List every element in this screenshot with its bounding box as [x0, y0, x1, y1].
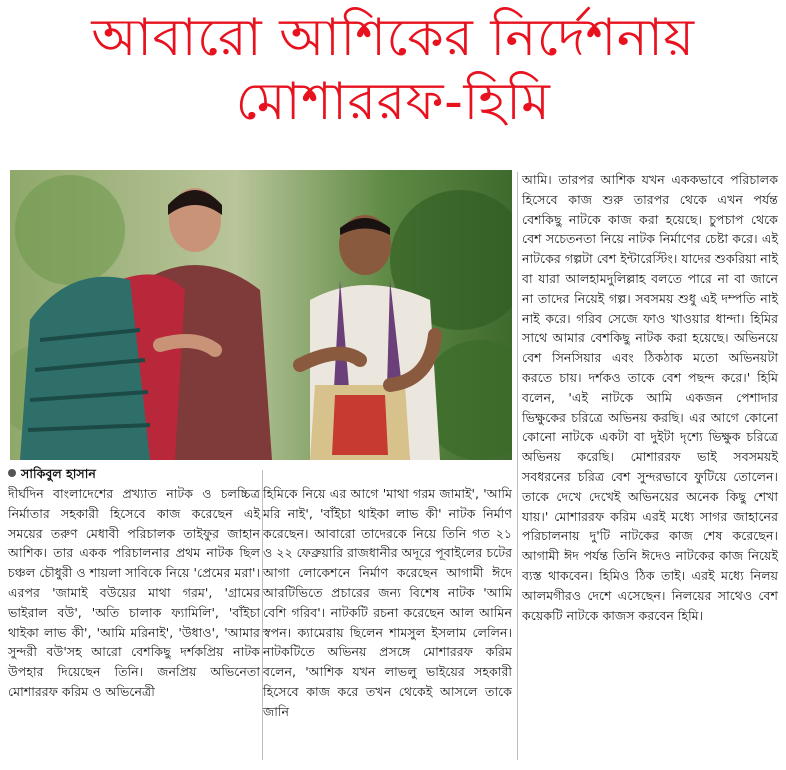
article-column-1 [8, 464, 260, 702]
column-2-text: হিমিকে নিয়ে এর আগে 'মাথা গরম জামাই', 'আমি মরি নাই', 'বাঁইচা থাইকা লাভ কী' নাটক নির্মাণ করেছেন। আবারো তাদেরকে নিয়ে তিনি গত ২১ ও ২২ ফেব্রুয়ারি রাজধানীর অদূরে পূবাইলের চটের আগা লোকেশনে নির্মাণ করেছেন আগামী ঈদে আরটিভিতে প্রচারের জন্য বিশেষ নাটক 'আমি বেশি গরিব'। নাটকটি রচনা করেছেন আল আমিন স্বপন। ক্যামেরায় ছিলেন শামসুল ইসলাম লেলিন। নাটকটিতে অভিনয় প্রসঙ্গে মোশাররফ করিম বলেন, 'আশিক যখন লাভলু ভাইয়ের সহকারী হিসেবে কাজ করে তখন থেকেই আসলে তাকে জানি [263, 486, 512, 719]
column-divider [517, 172, 518, 760]
photo-actors-scene [10, 170, 512, 460]
byline-bullet-icon [8, 469, 16, 477]
article-column-2 [263, 484, 512, 722]
column-3-text: আমি। তারপর আশিক যখন এককভাবে পরিচালক হিসেবে কাজ শুরু তারপর থেকে এখন পর্যন্ত বেশকিছু নাটকে কাজ করা হয়েছে। চুপচাপ থেকে বেশ সচেতনতা নিয়ে নাটক নির্মাণের চেষ্টা করে। এই নাটকের গল্পটা বেশ ইন্টারেস্টিং। যাদের শুকরিয়া নাই বা যারা আলহামদুলিল্লাহ বলতে পারে না বা জানে না তাদের নিয়েই গল্প। সবসময় শুধু এই দম্পতি নাই নাই করে। গরিব সেজে ফাও খাওয়ার ধান্দা। হিমির সাথে আমার বেশকিছু নাটক করা হয়েছে। অভিনয়ে বেশ সিনসিয়ার এবং ঠিকঠাক মতো অভিনয়টা করতে চায়। দর্শকও তাকে বেশ পছন্দ করে।' হিমি বলেন, 'এই নাটকে আমি একজন পেশাদার ভিক্ষুকের চরিত্রে অভিনয় করছি। এর আগে কোনো কোনো নাটকে একটা বা দুইটা দৃশ্যে ভিক্ষুক চরিত্রে অভিনয় করেছি। মোশাররফ ভাই সবসময়ই সবধরনের চরিত্র বেশ সুন্দরভাবে ফুটিয়ে তোলেন। তাকে দেখে দেখেই অভিনয়ের অনেক কিছু শেখা যায়।' মোশাররফ করিম এরই মধ্যে সাগর জাহানের পরিচালনায় দু'টি নাটকের কাজ শেষ করেছেন। আগামী ঈদ পর্যন্ত তিনি ঈদেও নাটকের কাজ নিয়েই ব্যস্ত থাকবেন। হিমিও ঠিক তাই। এরই মধ্যে নিলয় আলমগীরও দেশে এসেছেন। নিলয়ের সাথেও বেশ কয়েকটি নাটকে কাজস করবেন হিমি। [522, 172, 778, 623]
byline-text: সাকিবুল হাসান [21, 466, 96, 481]
headline-line-1: আবারো আশিকের নির্দেশনায় [91, 8, 695, 68]
headline-line-2: মোশাররফ-হিমি [235, 72, 551, 132]
article-column-3 [522, 170, 778, 625]
article-photo [10, 170, 512, 460]
column-1-text: দীর্ঘদিন বাংলাদেশের প্রখ্যাত নাটক ও চলচ্চিত্র নির্মাতার সহকারী হিসেবে কাজ করেছেন এই সময়ের তরুণ মেধাবী পরিচালক তাইফুর জাহান আশিক। তার একক পরিচালনার প্রথম নাটক ছিল চঞ্চল চৌধুরী ও শায়লা সাবিকে নিয়ে 'প্রেমের মরা'। এরপর 'জামাই বউয়ের মাথা গরম', 'গ্রামের ভাইরাল বউ', 'অতি চালাক ফ্যামিলি', 'বাঁইচা থাইকা লাভ কী', 'আমি মরিনাই', 'উধাও', 'আমার সুন্দরী বউ'সহ আরো বেশকিছু দর্শকপ্রিয় নাটক উপহার দিয়েছেন তিনি। জনপ্রিয় অভিনেতা মোশাররফ করিম ও অভিনেত্রী [8, 486, 260, 699]
byline [8, 464, 260, 484]
headline [0, 6, 786, 134]
